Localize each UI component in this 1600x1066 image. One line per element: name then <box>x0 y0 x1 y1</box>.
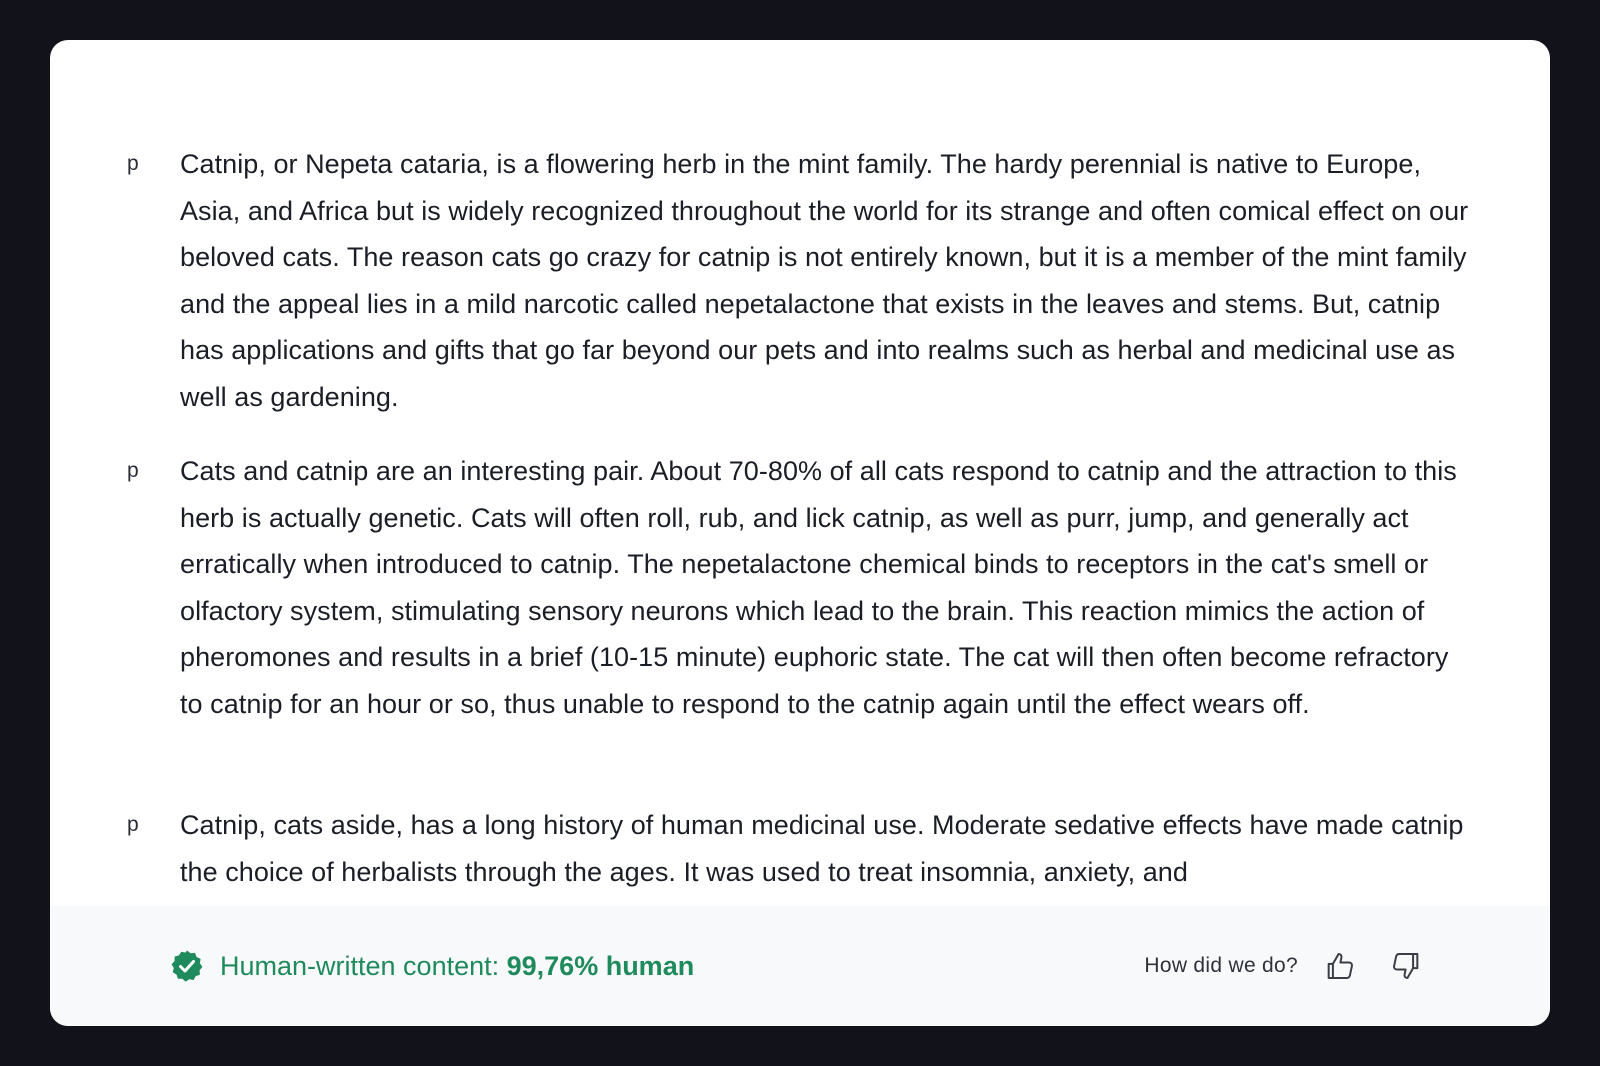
feedback-label: How did we do? <box>1144 954 1298 977</box>
paragraph-tag: p <box>127 813 139 836</box>
thumbs-down-icon <box>1389 949 1423 983</box>
result-footer <box>50 906 1550 1026</box>
result-label: Human-written content: <box>220 950 507 981</box>
paragraph-text: Cats and catnip are an interesting pair. About 70-80% of all cats respond to catnip and the attraction to this herb is actually genetic. Cats will often roll, rub, and lick catnip, as well as purr, jump, and generally act erratically when introduced to catnip. The nepetalactone chemical binds to receptors in the cat's smell or olfactory system, stimulating sensory neurons which lead to the brain. This reaction mimics the action of pheromones and results in a brief (10-15 minute) euphoric state. The cat will then often become refractory to catnip for an hour or so, thus unable to respond to the catnip again until the effect wears off. <box>180 456 1457 719</box>
paragraph-text: Catnip, or Nepeta cataria, is a flowering herb in the mint family. The hardy perennial is native to Europe, Asia, and Africa but is widely recognized throughout the world for its strange and often comical effect on our beloved cats. The reason cats go crazy for catnip is not entirely known, but it is a member of the mint family and the appeal lies in a mild narcotic called nepetalactone that exists in the leaves and stems. But, catnip has applications and gifts that go far beyond our pets and into realms such as herbal and medicinal use as well as gardening. <box>180 149 1469 412</box>
thumbs-down-button[interactable] <box>1386 946 1426 986</box>
detection-result <box>170 946 694 986</box>
detection-result-card <box>50 40 1550 1026</box>
feedback-bar <box>1144 944 1426 988</box>
thumbs-up-icon <box>1323 949 1357 983</box>
check-circle-icon <box>170 949 204 983</box>
thumbs-up-button[interactable] <box>1320 946 1360 986</box>
paragraph-text: Catnip, cats aside, has a long history of human medicinal use. Moderate sedative effects have made catnip the choice of herbalists through the ages. It was used to treat insomnia, anxiety, and <box>180 810 1464 887</box>
paragraph-tag: p <box>127 152 139 175</box>
analyzed-text-area <box>50 40 1550 906</box>
result-percentage: 99,76% human <box>506 950 695 981</box>
paragraph-tag: p <box>127 459 139 482</box>
